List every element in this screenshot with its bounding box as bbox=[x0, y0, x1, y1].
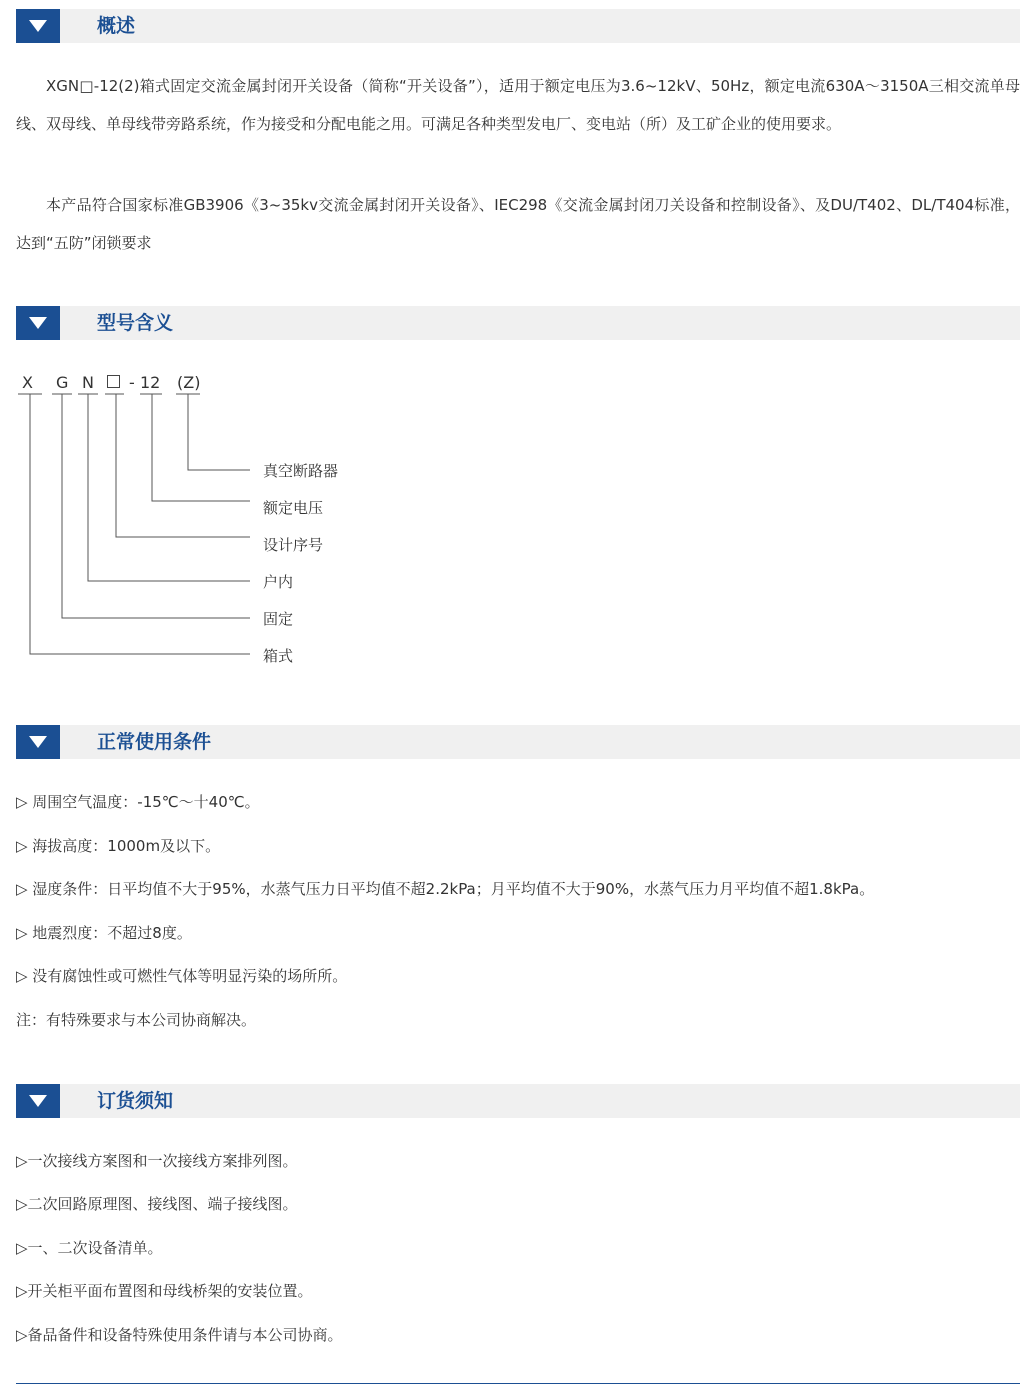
legend-vacuum-breaker: 真空断路器 bbox=[263, 462, 339, 480]
condition-note: 注：有特殊要求与本公司协商解决。 bbox=[16, 1011, 257, 1029]
condition-item: ▷ 海拔高度：1000m及以下。 bbox=[16, 837, 221, 855]
code-char-x: X bbox=[22, 373, 33, 392]
section-title-overview: 概述 bbox=[97, 15, 136, 37]
ordering-item: ▷开关柜平面布置图和母线桥架的安装位置。 bbox=[16, 1282, 313, 1300]
code-char-n: N bbox=[82, 373, 94, 392]
section-title-conditions: 正常使用条件 bbox=[97, 731, 212, 753]
legend-box-type: 箱式 bbox=[263, 647, 294, 665]
code-char-dash: - bbox=[129, 373, 135, 392]
section-title-ordering: 订货须知 bbox=[97, 1090, 174, 1112]
condition-item: ▷ 周围空气温度：-15℃～十40℃。 bbox=[16, 793, 260, 811]
section-header-conditions bbox=[16, 725, 1020, 759]
ordering-item: ▷一次接线方案图和一次接线方案排列图。 bbox=[16, 1152, 298, 1170]
ordering-item: ▷一、二次设备清单。 bbox=[16, 1239, 163, 1257]
code-char-z: (Z) bbox=[177, 373, 201, 392]
triangle-down-icon bbox=[16, 725, 60, 759]
bottom-divider bbox=[16, 1383, 1020, 1384]
condition-item: ▷ 地震烈度：不超过8度。 bbox=[16, 924, 192, 942]
section-title-model: 型号含义 bbox=[97, 312, 174, 334]
triangle-down-icon bbox=[16, 1084, 60, 1118]
ordering-item: ▷二次回路原理图、接线图、端子接线图。 bbox=[16, 1195, 298, 1213]
ordering-item: ▷备品备件和设备特殊使用条件请与本公司协商。 bbox=[16, 1326, 343, 1344]
condition-item: ▷ 没有腐蚀性或可燃性气体等明显污染的场所所。 bbox=[16, 967, 348, 985]
legend-fixed: 固定 bbox=[263, 610, 294, 628]
condition-item: ▷ 湿度条件：日平均值不大于95%，水蒸气压力日平均值不超2.2kPa；月平均值不大于90%，水蒸气压力月平均值不超1.8kPa。 bbox=[16, 880, 875, 898]
legend-rated-voltage: 额定电压 bbox=[263, 499, 324, 517]
code-char-voltage: 12 bbox=[140, 373, 161, 392]
legend-design-serial: 设计序号 bbox=[263, 536, 324, 554]
overview-paragraph-1: XGN□-12(2)箱式固定交流金属封闭开关设备（简称“开关设备”），适用于额定电压为3.6~12kV、50Hz，额定电流630A～3150A三相交流单母线、双母线、单母线带旁路系统，作为接受和分配电能之用。可满足各种类型发电厂、变电站（所）及工矿企业的使用要求。 bbox=[16, 77, 1020, 133]
section-header-ordering bbox=[16, 1084, 1020, 1118]
legend-indoor: 户内 bbox=[263, 573, 294, 591]
overview-paragraph-2: 本产品符合国家标准GB3906《3~35kv交流金属封闭开关设备》、IEC298《交流金属封闭刀关设备和控制设备》、及DU/T402、DL/T404标准，达到“五防”闭锁要求 bbox=[16, 196, 1020, 252]
code-char-g: G bbox=[56, 373, 69, 392]
